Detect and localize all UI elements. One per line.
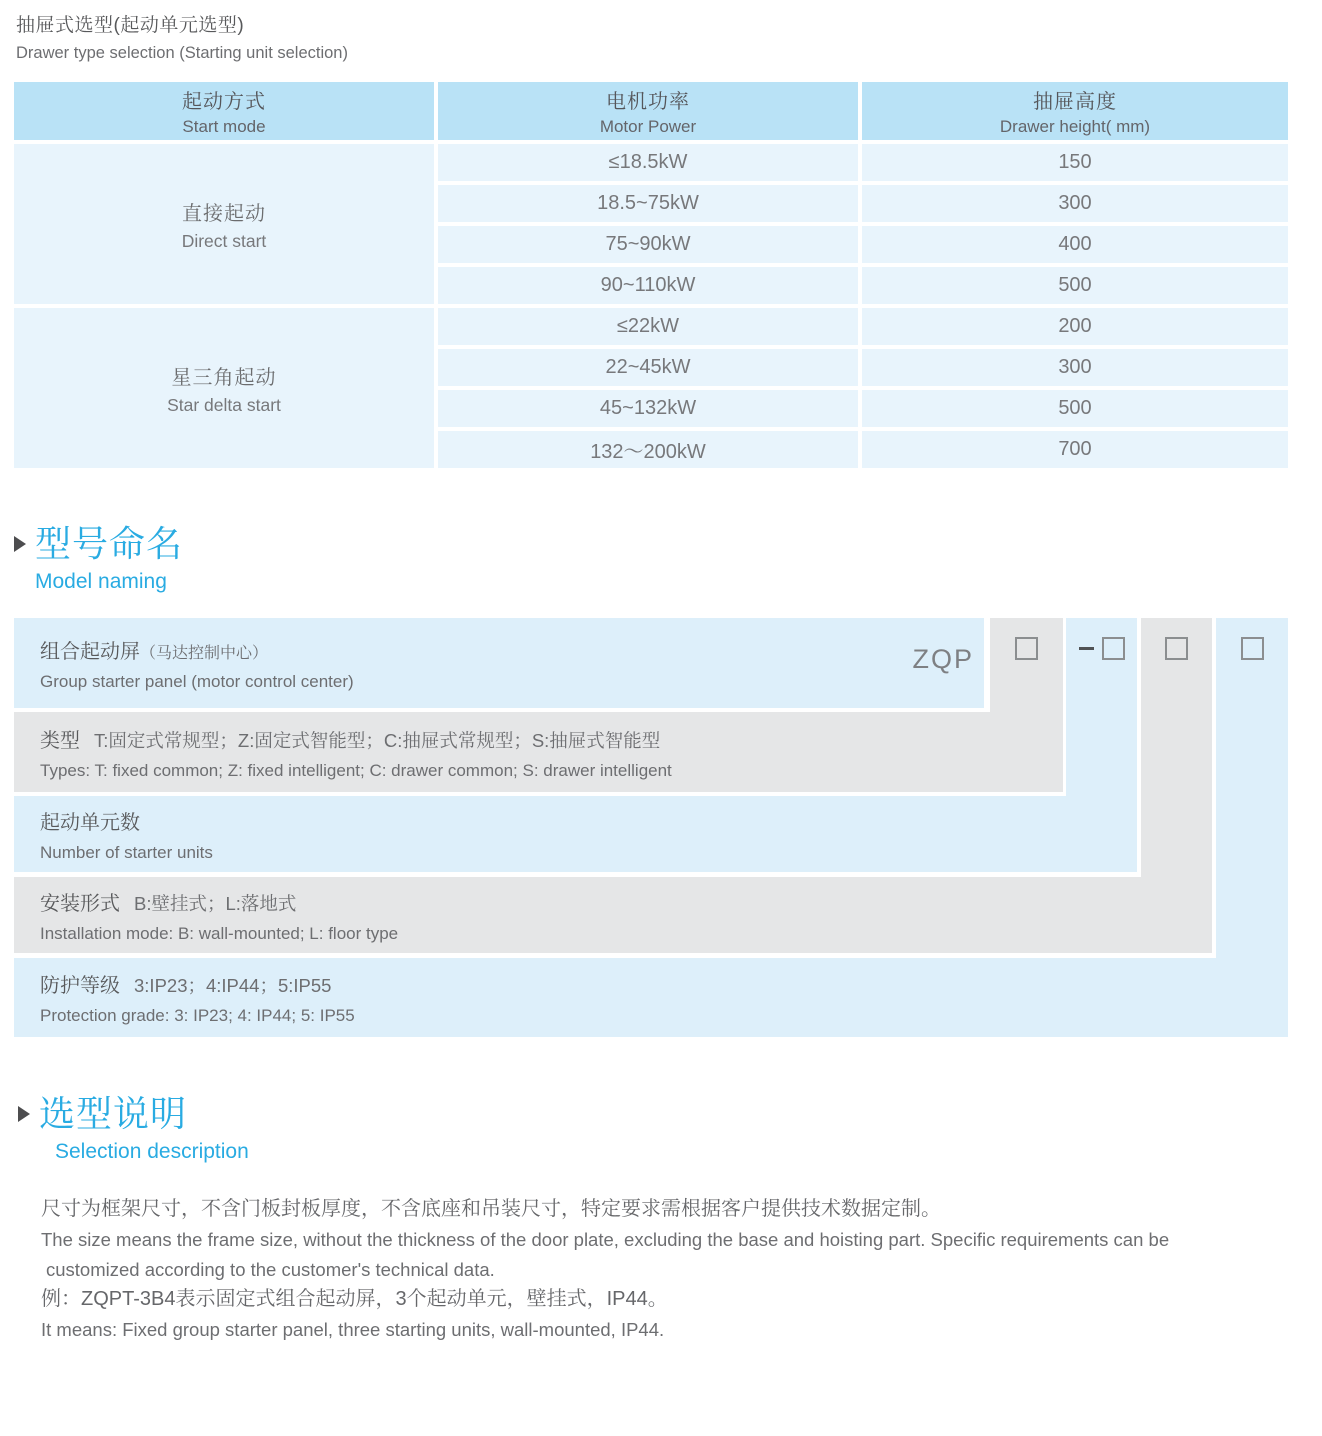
mode-cell-star-delta [14, 308, 434, 468]
col-header-start-mode [14, 82, 434, 140]
diagram-row-types [14, 712, 1063, 792]
col-header-start-mode-cn: 起动方式 [182, 91, 266, 113]
section-heading-model-naming [14, 524, 183, 594]
diagram-column-unit-count-code [1066, 618, 1137, 872]
row2-en: Types: T: fixed common; Z: fixed intelligent; C: drawer common; S: drawer intelligent [40, 760, 672, 780]
height-cell: 700 [862, 431, 1288, 468]
power-cell: 45~132kW [438, 390, 858, 427]
height-cell: 150 [862, 144, 1288, 181]
row2-cn [40, 724, 1063, 753]
height-cell: 300 [862, 349, 1288, 386]
row4-cn [40, 887, 1212, 916]
diagram-row-protection-grade [14, 958, 1288, 1037]
model-naming-diagram [14, 618, 1288, 1038]
row5-cn [40, 969, 1288, 998]
desc-line: 尺寸为框架尺寸，不含门板封板厚度，不含底座和吊装尺寸，特定要求需根据客户提供技术数据定制。 [41, 1198, 941, 1220]
row2-cn-label: 类型 [40, 729, 80, 752]
row1-cn [40, 635, 984, 664]
power-cell: 75~90kW [438, 226, 858, 263]
section-heading-selection-description [18, 1094, 249, 1164]
row1-en: Group starter panel (motor control center) [40, 671, 354, 691]
drawer-selection-table [14, 82, 1288, 468]
mode-cell-direct-start [14, 144, 434, 304]
height-cell: 300 [862, 185, 1288, 222]
row4-cn-label: 安装形式 [40, 892, 120, 915]
page-title-en: Drawer type selection (Starting unit selection) [16, 44, 348, 62]
col-header-drawer-height-cn: 抽屉高度 [1033, 91, 1117, 113]
col-header-motor-power-en: Motor Power [599, 117, 697, 136]
power-cell: ≤22kW [438, 308, 858, 345]
row5-en: Protection grade: 3: IP23; 4: IP44; 5: IP55 [40, 1006, 355, 1025]
hyphen-mark [1079, 647, 1094, 650]
row4-cn-rest: B:壁挂式；L:落地式 [134, 892, 297, 914]
row3-cn [40, 806, 1137, 835]
diagram-column-type-code [990, 618, 1063, 792]
protection-placeholder-box [1241, 637, 1264, 660]
diagram-row-starter-units [14, 796, 1137, 872]
height-cell: 200 [862, 308, 1288, 345]
section-arrow-icon [18, 1106, 30, 1122]
col-header-motor-power [438, 82, 858, 140]
model-naming-heading-en: Model naming [35, 569, 167, 593]
power-cell: 22~45kW [438, 349, 858, 386]
row5-cn-rest: 3:IP23；4:IP44；5:IP55 [134, 975, 332, 996]
row1-cn-note: （马达控制中心） [140, 644, 269, 662]
page-title [16, 10, 348, 63]
power-cell: ≤18.5kW [438, 144, 858, 181]
diagram-row-installation-mode [14, 877, 1212, 953]
selection-desc-heading-cn: 选型说明 [39, 1093, 188, 1134]
installation-placeholder-box [1165, 637, 1188, 660]
col-header-drawer-height-en: Drawer height( mm) [999, 117, 1151, 136]
col-header-start-mode-en: Start mode [182, 117, 266, 136]
row4-en: Installation mode: B: wall-mounted; L: floor type [40, 923, 399, 943]
selection-desc-heading-en: Selection description [55, 1139, 249, 1163]
row5-cn-label: 防护等级 [40, 975, 120, 997]
diagram-row-group-starter-panel [14, 618, 984, 708]
type-code-placeholder-box [1015, 637, 1038, 660]
mode-direct-cn: 直接起动 [182, 202, 266, 225]
power-cell: 132～200kW [438, 431, 858, 468]
row2-cn-rest: T:固定式常规型；Z:固定式智能型；C:抽屉式常规型；S:抽屉式智能型 [94, 729, 661, 751]
model-naming-heading-cn: 型号命名 [35, 523, 184, 564]
desc-line: customized according to the customer's technical data. [46, 1258, 495, 1280]
height-cell: 400 [862, 226, 1288, 263]
mode-star-delta-en: Star delta start [167, 394, 281, 415]
row3-cn-label: 起动单元数 [40, 811, 140, 834]
row3-en: Number of starter units [40, 842, 213, 862]
power-cell: 90~110kW [438, 267, 858, 304]
section-arrow-icon [14, 536, 26, 552]
desc-line: It means: Fixed group starter panel, three starting units, wall-mounted, IP44. [41, 1319, 665, 1340]
desc-line: 例：ZQPT-3B4表示固定式组合起动屏，3个起动单元，壁挂式，IP44。 [41, 1288, 668, 1310]
diagram-column-protection-code [1216, 618, 1288, 1037]
col-header-motor-power-cn: 电机功率 [606, 91, 690, 113]
power-cell: 18.5~75kW [438, 185, 858, 222]
col-header-drawer-height [862, 82, 1288, 140]
desc-line: The size means the frame size, without the thickness of the door plate, excluding the base and hoisting part. Specific requirements can be [41, 1229, 1170, 1250]
unit-count-placeholder-box [1102, 637, 1125, 660]
mode-direct-en: Direct start [181, 230, 267, 251]
mode-star-delta-cn: 星三角起动 [171, 366, 277, 389]
row1-cn-main: 组合起动屏 [40, 640, 140, 663]
height-cell: 500 [862, 267, 1288, 304]
selection-description-text [41, 1194, 1291, 1345]
diagram-column-installation-code [1141, 618, 1212, 953]
height-cell: 500 [862, 390, 1288, 427]
page-title-cn: 抽屉式选型(起动单元选型) [16, 15, 245, 36]
model-code-label: ZQP [912, 644, 974, 674]
